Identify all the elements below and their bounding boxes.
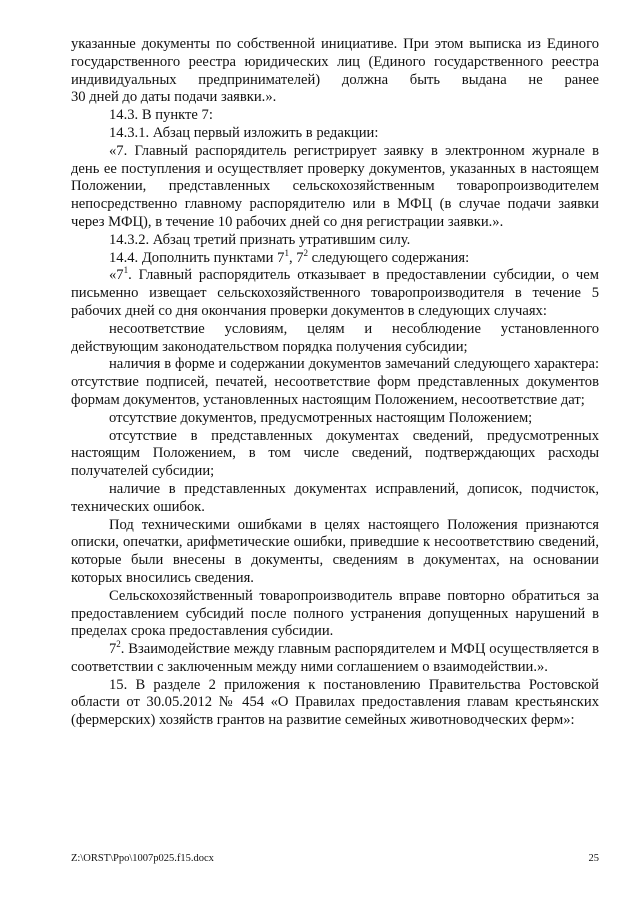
page-number: 25 xyxy=(588,853,599,864)
paragraph-14-4 xyxy=(71,247,599,268)
text-run: . Главный распорядитель отказывает в предоставлении субсидии, о чем письменно извещает сельскохозяйственного товаропроизводителя в течение 5 рабочих дней со дня окончания проверки документов в следующих случаях: xyxy=(71,267,599,319)
text-run: следующего содержания: xyxy=(308,249,470,266)
paragraph-14-3-1: 14.3.1. Абзац первый изложить в редакции: xyxy=(109,124,379,141)
paragraph-case-1: несоответствие условиям, целям и несоблюдение установленного действующим законодательством порядка получения субсидии; xyxy=(71,320,599,355)
text-run: 7 xyxy=(109,641,117,658)
paragraph-14-3-2: 14.3.2. Абзац третий признать утратившим силу. xyxy=(109,231,411,248)
text-run: «7 xyxy=(109,267,124,284)
document-page xyxy=(71,36,599,730)
text-run: . Взаимодействие между главным распорядителем и МФЦ осуществляется в соответствии с заключенным между ними соглашением о взаимодействии.». xyxy=(71,641,599,675)
paragraph-item-7: «7. Главный распорядитель регистрирует заявку в электронном журнале в день ее поступления и осуществляет проверку документов, указанных в настоящем Положении, представленных сельскохозяйственным товаропроизводителем непосредственно главному распорядителю или в МФЦ (в случае подачи заявки через МФЦ), в течение 10 рабочих дней со дня регистрации заявки.». xyxy=(71,142,599,230)
paragraph-item-7-2 xyxy=(71,641,599,677)
text-run: 14.4. Дополнить пунктами 7 xyxy=(109,249,285,266)
footer-file-path: Z:\ORST\Ppo\1007p025.f15.docx xyxy=(71,853,214,864)
superscript: 1 xyxy=(123,265,129,276)
superscript: 2 xyxy=(303,247,309,258)
superscript: 2 xyxy=(116,639,121,650)
paragraph-case-3: отсутствие документов, предусмотренных настоящим Положением; xyxy=(109,409,533,426)
text-line: индивидуальных предпринимателей) должна быть выдана не ранее xyxy=(71,71,599,88)
text-line: указанные документы по собственной инициативе. При этом выписка из Единого xyxy=(71,36,599,52)
paragraph-reapply: Сельскохозяйственный товаропроизводитель вправе повторно обратиться за предоставлением субсидий после полного устранения допущенных нарушений в пределах срока предоставления субсидии. xyxy=(71,587,599,640)
paragraph-case-5: наличие в представленных документах исправлений, дописок, подчисток, технических ошибок. xyxy=(71,480,599,515)
text-line: 30 дней до даты подачи заявки.». xyxy=(71,89,277,106)
superscript: 1 xyxy=(284,247,289,258)
paragraph-15: 15. В разделе 2 приложения к постановлению Правительства Ростовской области от 30.05.2012 № 454 «О Правилах предоставления главам крестьянских (фермерских) хозяйств грантов на развитие семейных животноводческих ферм»: xyxy=(71,676,599,729)
paragraph-item-7-1 xyxy=(71,267,599,320)
paragraph-case-4: отсутствие в представленных документах сведений, предусмотренных настоящим Положением, в том числе сведений, подтверждающих расходы получателей субсидии; xyxy=(71,427,599,480)
text-line: государственного реестра юридических лиц (Единого государственного реестра xyxy=(71,53,599,70)
paragraph-continuation xyxy=(71,36,599,107)
paragraph-14-3: 14.3. В пункте 7: xyxy=(109,107,213,124)
paragraph-case-2: наличия в форме и содержании документов замечаний следующего характера: отсутствие подписей, печатей, несоответствие форм представленных документов формам документов, установленных настоящим Положением, несоответствие дат; xyxy=(71,356,599,408)
paragraph-technical-errors: Под техническими ошибками в целях настоящего Положения признаются описки, опечатки, арифметические ошибки, приведшие к несоответствию сведений, которые были внесены в документы, сведениям в документах, на основании которых вносились сведения. xyxy=(71,516,599,586)
text-run: , 7 xyxy=(288,249,304,266)
